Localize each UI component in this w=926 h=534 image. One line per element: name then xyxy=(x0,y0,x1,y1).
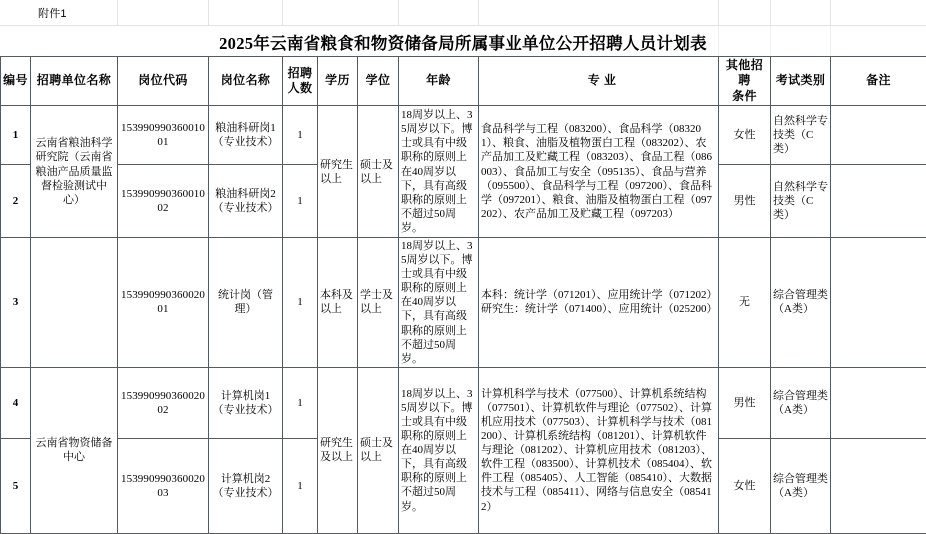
cell-education: 研究生及以上 xyxy=(318,367,358,533)
cell-education: 本科及以上 xyxy=(318,238,358,368)
cell-post-code: 15399099036002001 xyxy=(118,238,209,368)
cell-no: 1 xyxy=(1,106,31,165)
cell-other-condition: 女性 xyxy=(719,106,771,165)
cell-post-code: 15399099036002002 xyxy=(118,367,209,438)
column-header-unit: 招聘单位名称 xyxy=(31,57,118,106)
table-header-row xyxy=(1,57,926,106)
page-title: 2025年云南省粮食和物资储备局所属事业单位公开招聘人员计划表 xyxy=(0,30,926,54)
cell-post-name: 粮油科研岗1（专业技术） xyxy=(209,106,283,165)
cell-headcount: 1 xyxy=(283,165,318,238)
attachment-label: 附件1 xyxy=(38,5,67,21)
cell-post-name: 粮油科研岗2（专业技术） xyxy=(209,165,283,238)
cell-exam-type: 自然科学专技类（C类） xyxy=(771,165,831,238)
cell-headcount: 1 xyxy=(283,106,318,165)
column-header-exam-type: 考试类别 xyxy=(771,57,831,106)
cell-remark xyxy=(831,106,926,165)
cell-exam-type: 综合管理类（A类） xyxy=(771,367,831,438)
column-header-post-name: 岗位名称 xyxy=(209,57,283,106)
column-header-no: 编号 xyxy=(1,57,31,106)
cell-headcount: 1 xyxy=(283,367,318,438)
table-row xyxy=(1,106,926,165)
cell-degree: 硕士及以上 xyxy=(358,106,399,238)
grid-line xyxy=(718,0,719,25)
cell-headcount: 1 xyxy=(283,238,318,368)
cell-degree: 学士及以上 xyxy=(358,238,399,368)
cell-remark xyxy=(831,165,926,238)
other-condition-line-2: 条件 xyxy=(732,89,757,103)
cell-exam-type: 综合管理类（A类） xyxy=(771,438,831,533)
cell-exam-type: 综合管理类（A类） xyxy=(771,238,831,368)
cell-remark xyxy=(831,238,926,368)
grid-line xyxy=(830,0,831,25)
cell-exam-type: 自然科学专技类（C类） xyxy=(771,106,831,165)
cell-degree: 硕士及以上 xyxy=(358,367,399,533)
spreadsheet-grid-strip xyxy=(0,0,926,26)
cell-no: 4 xyxy=(1,367,31,438)
table-row xyxy=(1,238,926,368)
column-header-remark: 备注 xyxy=(831,57,926,106)
column-header-age: 年龄 xyxy=(399,57,479,106)
title-band xyxy=(0,26,926,56)
cell-post-code: 15399099036002003 xyxy=(118,438,209,533)
cell-post-name: 统计岗（管理） xyxy=(209,238,283,368)
cell-other-condition: 男性 xyxy=(719,165,771,238)
cell-major: 食品科学与工程（083200）、食品科学（083201）、粮食、油脂及植物蛋白工程（083202）、农产品加工及贮藏工程（083203）、食品工程（086003）、食品加工与安全（095135）、食品与营养（095500）、食品科学与工程（097200）、食品科学（097201）、粮食、油脂及植物蛋白工程（097202）、农产品加工及贮藏工程（097203） xyxy=(479,106,719,238)
cell-age: 18周岁以上、35周岁以下。博士或具有中级职称的原则上在40周岁以下，具有高级职称的原则上不超过50周岁。 xyxy=(399,367,479,533)
grid-line xyxy=(282,0,283,25)
headcount-line-2: 人数 xyxy=(288,81,313,95)
cell-unit: 云南省粮油科学研究院（云南省粮油产品质量监督检验测试中心） xyxy=(31,106,118,238)
column-header-education: 学历 xyxy=(318,57,358,106)
cell-post-name: 计算机岗2（专业技术） xyxy=(209,438,283,533)
cell-no: 3 xyxy=(1,238,31,368)
column-header-degree: 学位 xyxy=(358,57,399,106)
cell-headcount: 1 xyxy=(283,438,318,533)
headcount-line-1: 招聘 xyxy=(288,66,313,80)
cell-major: 计算机科学与技术（077500）、计算机系统结构（077501）、计算机软件与理论（077502）、计算机应用技术（077503）、计算机科学与技术（081200）、计算机系统结构（081201）、计算机软件与理论（081202）、计算机应用技术（081203）、软件工程（083500）、计算机技术（085404）、软件工程（085405）、人工智能（085410）、大数据技术与工程（085411）、网络与信息安全（085412） xyxy=(479,367,719,533)
cell-unit xyxy=(31,238,118,368)
cell-no: 5 xyxy=(1,438,31,533)
cell-education: 研究生以上 xyxy=(318,106,358,238)
column-header-post-code: 岗位代码 xyxy=(118,57,209,106)
cell-age: 18周岁以上、35周岁以下。博士或具有中级职称的原则上在40周岁以下，具有高级职称的原则上不超过50周岁。 xyxy=(399,238,479,368)
column-header-major: 专 业 xyxy=(479,57,719,106)
grid-line xyxy=(478,0,479,25)
cell-remark xyxy=(831,367,926,438)
table-row xyxy=(1,367,926,438)
grid-line xyxy=(117,0,118,25)
grid-line xyxy=(208,0,209,25)
column-header-other-condition xyxy=(719,57,771,106)
cell-post-code: 15399099036001001 xyxy=(118,106,209,165)
grid-line xyxy=(770,0,771,25)
cell-major: 本科：统计学（071201）、应用统计学（071202）研究生：统计学（071400）、应用统计（025200） xyxy=(479,238,719,368)
cell-age: 18周岁以上、35周岁以下。博士或具有中级职称的原则上在40周岁以下，具有高级职称的原则上不超过50周岁。 xyxy=(399,106,479,238)
cell-other-condition: 女性 xyxy=(719,438,771,533)
recruitment-plan-table xyxy=(0,56,926,534)
other-condition-line-1: 其他招聘 xyxy=(726,58,763,87)
cell-remark xyxy=(831,438,926,533)
column-header-headcount xyxy=(283,57,318,106)
cell-unit: 云南省物资储备中心 xyxy=(31,367,118,533)
cell-post-code: 15399099036001002 xyxy=(118,165,209,238)
cell-other-condition: 无 xyxy=(719,238,771,368)
cell-other-condition: 男性 xyxy=(719,367,771,438)
grid-line xyxy=(398,0,399,25)
cell-post-name: 计算机岗1（专业技术） xyxy=(209,367,283,438)
cell-no: 2 xyxy=(1,165,31,238)
